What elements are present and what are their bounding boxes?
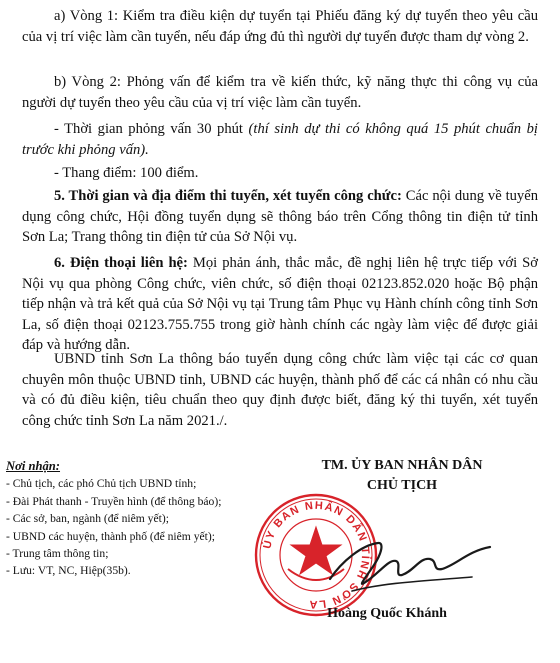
handwritten-signature-icon xyxy=(322,531,502,601)
recipient-item: - Các sở, ban, ngành (để niêm yết); xyxy=(6,512,169,526)
signing-organization: TM. ỦY BAN NHÂN DÂN xyxy=(321,458,483,473)
recipient-item: - Lưu: VT, NC, Hiệp(35b). xyxy=(6,564,131,578)
seal-text: ỦY BAN NHÂN DÂN TỈNH SƠN LA xyxy=(261,499,372,611)
paragraph-score-scale: - Thang điểm: 100 điểm. xyxy=(54,165,199,181)
interview-time-note: (thí sinh dự thi có không quá 15 phút chuẩn bị trước khi phỏng vấn). xyxy=(22,121,538,158)
paragraph-section-5 xyxy=(22,186,538,248)
recipient-item: - Đài Phát thanh - Truyền hình (để thông báo); xyxy=(6,494,222,508)
recipient-item: - UBND các huyện, thành phố (để niêm yết); xyxy=(6,529,215,543)
signer-name: Hoàng Quốc Khánh xyxy=(327,606,447,621)
recipient-item: - Trung tâm thông tin; xyxy=(6,547,109,561)
paragraph-round-2: b) Vòng 2: Phỏng vấn để kiểm tra về kiến thức, kỹ năng thực thi công vụ của người dự tuyển theo yêu cầu của vị trí việc làm cần tuyển. xyxy=(22,74,538,111)
paragraph-interview-time xyxy=(22,119,538,160)
section-6-heading: 6. Điện thoại liên hệ: xyxy=(54,255,188,271)
signer-role: CHỦ TỊCH xyxy=(366,478,438,493)
section-6-text: Mọi phản ánh, thắc mắc, đề nghị liên hệ trực tiếp với Sở Nội vụ qua phòng Công chức, viên chức, số điện thoại 02123.852.020 hoặc Bộ phận tiếp nhận và trả kết quả của Sở Nội vụ tại Trung tâm Phục vụ Hành chính công tỉnh Sơn La, số điện thoại 02123.755.755 trong giờ hành chính các ngày làm việc để được giải đáp và hướng dẫn. xyxy=(22,255,538,353)
section-5-heading: 5. Thời gian và địa điểm thi tuyển, xét tuyển công chức: xyxy=(54,188,402,204)
paragraph-round-1: a) Vòng 1: Kiểm tra điều kiện dự tuyển tại Phiếu đăng ký dự tuyển theo yêu cầu của vị trí việc làm cần tuyển, nếu đáp ứng đủ thì người dự tuyển được tham dự vòng 2. xyxy=(22,8,538,45)
paragraph-section-6 xyxy=(22,253,538,356)
signature-header xyxy=(268,456,536,496)
recipients-title: Nơi nhận: xyxy=(6,459,61,473)
section-5-text: Các nội dung về tuyển dụng công chức, Hội đồng tuyển dụng sẽ thông báo trên Cổng thông tin điện tử tỉnh Sơn La; Trang thông tin điện tử của Sở Nội vụ. xyxy=(22,188,539,245)
recipient-item: - Chủ tịch, các phó Chủ tịch UBND tỉnh; xyxy=(6,477,197,491)
interview-time-text: - Thời gian phỏng vấn 30 phút xyxy=(54,121,249,137)
paragraph-announcement: UBND tỉnh Sơn La thông báo tuyển dụng công chức làm việc tại các cơ quan chuyên môn thuộc UBND tỉnh, UBND các huyện, thành phố để các cá nhân có nhu cầu và có đủ điều kiện, tiêu chuẩn theo quy định được biết, đăng ký thi tuyển, xét tuyển công chức tỉnh Sơn La năm 2021./. xyxy=(22,351,538,429)
